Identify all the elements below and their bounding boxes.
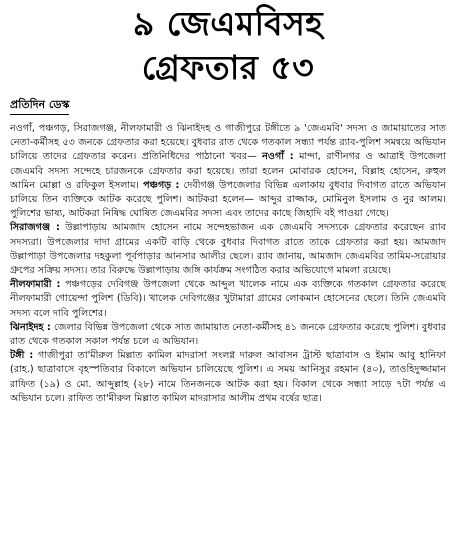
paragraph-tongi [10,349,446,406]
section-lead-nilphamari: নীলফামারী : [10,279,61,291]
section-lead-sirajganj: সিরাজগঞ্জ : [10,222,60,234]
section-lead-tongi: টঙ্গী : [10,350,34,362]
section-text-jhenaidah: জেলার বিভিন্ন উপজেলা থেকে সাত জামায়াত নেতা-কর্মীসহ ৪১ জনকে গ্রেফতার করেছে পুলিশ। বুধবার রাত থেকে গতকাল সকাল পর্যন্ত চলে এ অভিযান। [10,321,446,348]
section-text-panchagarh: দেবীগঞ্জ উপজেলার বিভিন্ন এলাকায় বুধবার দিবাগত রাতে অভিযান চালিয়ে তিন ব্যক্তিকে আটক করেছে পুলিশ। আটকরা হলেন— আব্দুর রাজ্জাক, মোমিনুল ইসলাম ও নুর আলম। পুলিশের ভাষ্য, আটকরা নিষিদ্ধ ঘোষিত জেএমবির সদস্য এবং তাদের কাছে জিহাদি বই পাওয়া গেছে। [10,179,446,220]
section-lead-panchagarh: পঞ্চগড় : [143,179,180,191]
section-text-sirajganj: উল্লাপাড়ায় আমজাদ হোসেন নামে সন্দেহভাজন এক জেএমবি সদস্যকে গ্রেফতার করেছেন র‌্যাব সদস্যরা। উপজেলার দাদা গ্রামের একটি বাড়ি থেকে বুধবার দিবাগত রাতে তাকে গ্রেফতার করা হয়। আমজাদ উল্লাপাড়া উপজেলার দহকুলা পূর্বপাড়ার আনসার আলীর ছেলে। র‌্যাব জানায়, আমজাদ জেএমবির তামিম-সরোয়ার গ্রুপের সক্রিয় সদস্য। তার বিরুদ্ধে উল্লাপাড়ায় জঙ্গি কার্যক্রম সংগঠিত করার অভিযোগে মামলা রয়েছে। [10,222,446,277]
headline-line-2: গ্রেফতার ৫৩ [141,48,315,87]
section-lead-naogaon: নওগাঁ : [262,151,294,163]
section-text-nilphamari: পঞ্চগড়ের দেবিগঞ্জ উপজেলা থেকে আব্দুল খালেক নামে এক ব্যক্তিকে গতকাল গ্রেফতার করেছে নীলফামারী গোয়েন্দা পুলিশ (ডিবি)। খালেক দেবিগঞ্জের খুটামারা গ্রামের লোকমান হোসেনের ছেলে। তিনি জেএমবি সদস্য বলে দাবি পুলিশের। [10,279,446,319]
section-text-naogaon: মান্দা, রাণীনগর ও আত্রাই উপজেলা জেএমবি সদস্য সন্দেহে চারজনকে গ্রেফতার করা হয়েছে। তারা হলেন মোবারক হোসেন, বিল্লাহ হোসেন, রুহুল আমিন মোল্লা ও রফিকুল ইসলাম। [10,151,446,191]
section-text-tongi: গাজীপুরা তা'মীরুল মিল্লাত কামিল মাদরাসা সংলগ্ন দারুল আবাসন ট্রাস্ট ছাত্রাবাস ও ইমাম আবু হানিফা (রাহ.) ছাত্রাবাসে বৃহস্পতিবার বিকালে অভিযান চালিয়েছে পুলিশ। এ সময় আনিসুর রহমান (৪০), তাওহিদুজ্জামান রাফিত (১৯) ও মো. আব্দুল্লাহ (২৮) নামে তিনজনকে আটক করা হয়। বিকাল থেকে সন্ধ্যা সাড়ে ৭টা পর্যন্ত এ অভিযান চলে। রাফিত তা'মীরুল মিল্লাত কামিল মাদরাসার আলীম প্রথম বর্ষের ছাত্র। [10,350,446,404]
paragraph-nilphamari [10,278,446,321]
article-body [10,122,446,406]
section-lead-jhenaidah: ঝিনাইদহ : [10,321,51,333]
byline: প্রতিদিন ডেস্ক [10,98,69,115]
paragraph-jhenaidah [10,321,446,349]
intro-text: নওগাঁ, পঞ্চগড়, সিরাজগঞ্জ, নীলফামারী ও ঝিনাইদহ ও গাজীপুরে টঙ্গীতে ৯ 'জেএমবি' সদস্য ও জামায়াতের সাত নেতা-কর্মীসহ ৫৩ জনকে গ্রেফতার করা হয়েছে। বুধবার রাত থেকে গতকাল সন্ধ্যা পর্যন্ত র‌্যাব-পুলিশ সমন্বয়ে অভিযান চালিয়ে তাদের গ্রেফতার করেন। প্রতিনিধিদের পাঠানো খবর— [10,123,446,163]
headline-line-1: ৯ জেএমবিসহ [132,4,324,43]
paragraph-sirajganj [10,221,446,278]
intro-paragraph [10,122,446,221]
